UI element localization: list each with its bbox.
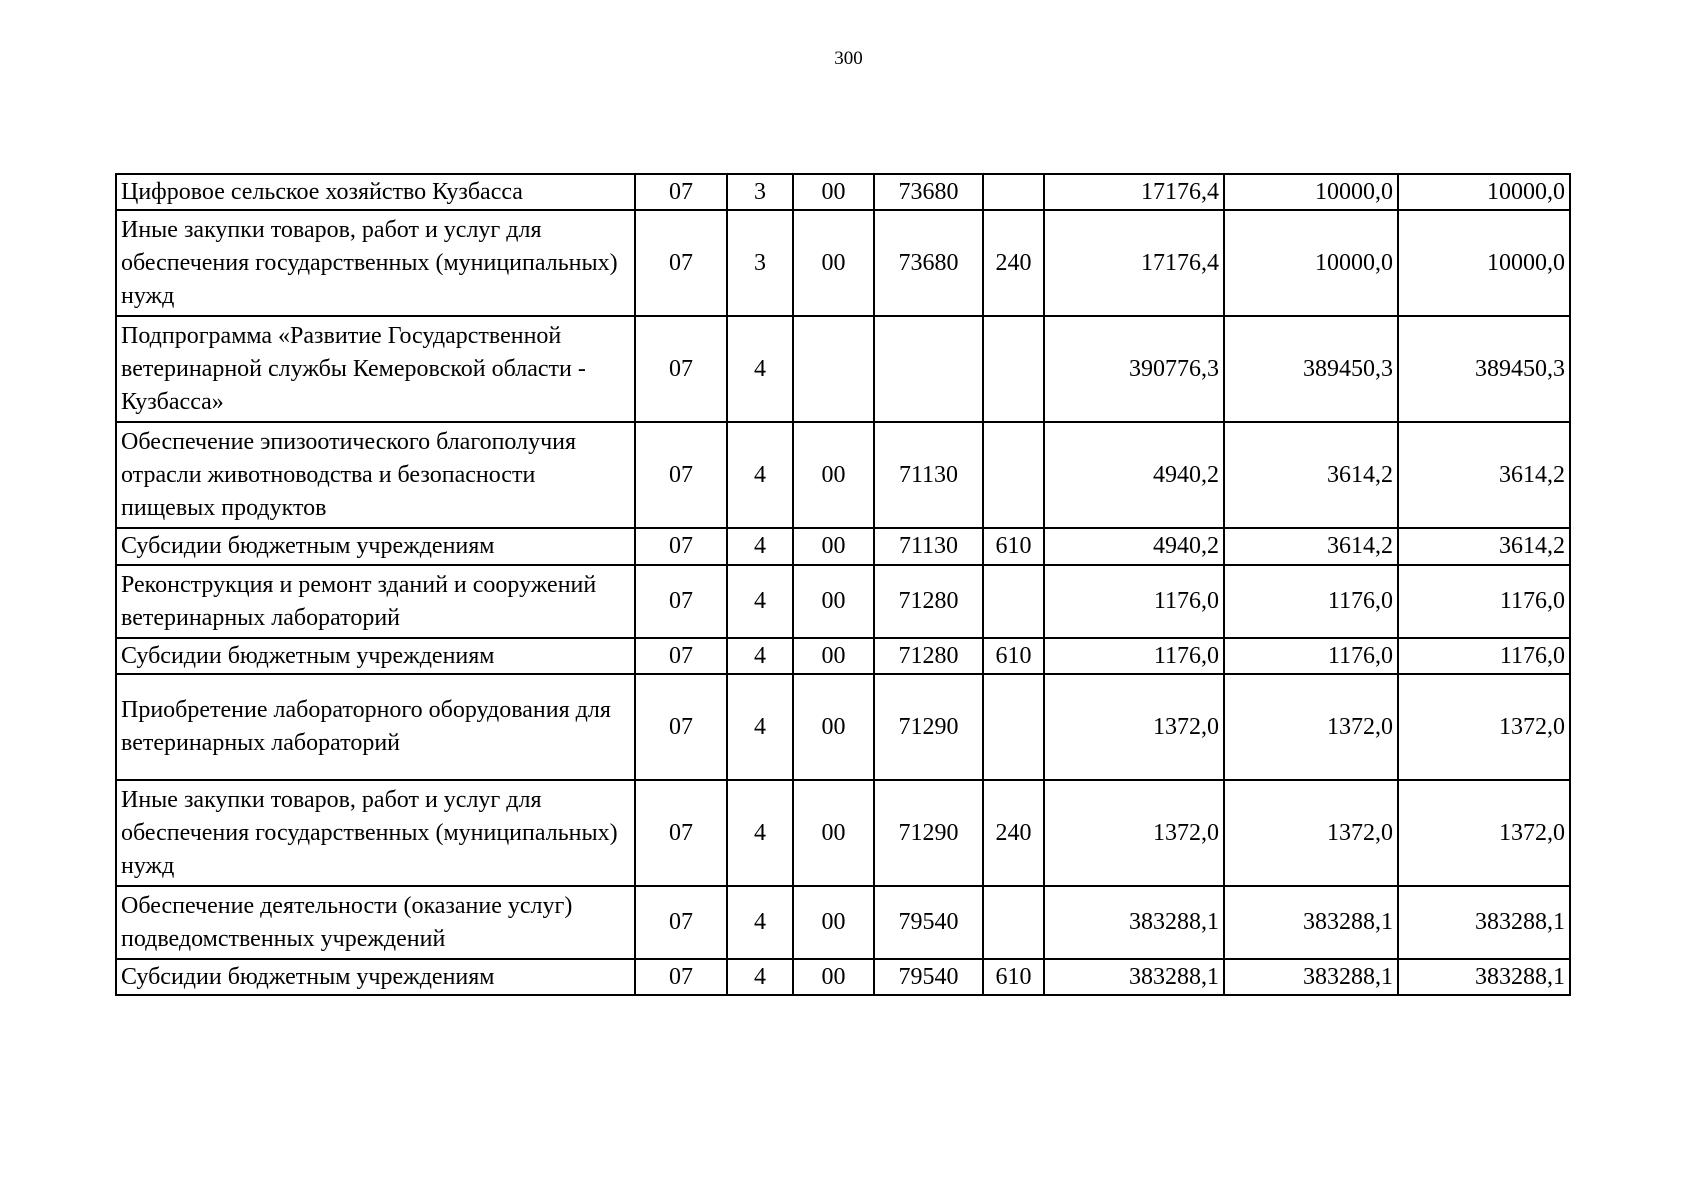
row-name: Иные закупки товаров, работ и услуг для обеспечения государственных (муниципальных) нужд	[116, 780, 635, 886]
row-name: Реконструкция и ремонт зданий и сооружений ветеринарных лабораторий	[116, 565, 635, 638]
amount-year-3: 1176,0	[1398, 638, 1570, 674]
amount-year-2: 3614,2	[1224, 422, 1398, 528]
amount-year-2: 1372,0	[1224, 780, 1398, 886]
amount-year-2: 389450,3	[1224, 316, 1398, 422]
amount-year-2: 10000,0	[1224, 174, 1398, 210]
code-subsection: 4	[727, 316, 793, 422]
amount-year-1: 1176,0	[1044, 638, 1224, 674]
code-section: 07	[635, 316, 727, 422]
code-expense-type: 610	[983, 528, 1044, 565]
row-name: Обеспечение эпизоотического благополучия отрасли животноводства и безопасности пищевых продуктов	[116, 422, 635, 528]
amount-year-3: 1372,0	[1398, 674, 1570, 780]
row-name: Субсидии бюджетным учреждениям	[116, 959, 635, 995]
code-program: 00	[793, 674, 874, 780]
amount-year-3: 1372,0	[1398, 780, 1570, 886]
amount-year-2: 3614,2	[1224, 528, 1398, 565]
row-name: Подпрограмма «Развитие Государственной ветеринарной службы Кемеровской области - Кузбасса»	[116, 316, 635, 422]
amount-year-2: 383288,1	[1224, 886, 1398, 959]
table-row	[116, 959, 1570, 995]
amount-year-2: 1176,0	[1224, 565, 1398, 638]
code-section: 07	[635, 174, 727, 210]
table-row	[116, 638, 1570, 674]
amount-year-1: 1372,0	[1044, 674, 1224, 780]
table-row	[116, 528, 1570, 565]
amount-year-1: 17176,4	[1044, 210, 1224, 316]
code-item: 73680	[874, 210, 983, 316]
table-row	[116, 174, 1570, 210]
code-item: 71290	[874, 674, 983, 780]
code-expense-type	[983, 174, 1044, 210]
code-expense-type	[983, 565, 1044, 638]
amount-year-1: 383288,1	[1044, 959, 1224, 995]
code-expense-type	[983, 674, 1044, 780]
code-subsection: 4	[727, 959, 793, 995]
code-section: 07	[635, 422, 727, 528]
code-item: 71130	[874, 528, 983, 565]
code-subsection: 4	[727, 674, 793, 780]
amount-year-1: 1176,0	[1044, 565, 1224, 638]
code-section: 07	[635, 210, 727, 316]
budget-table	[115, 173, 1571, 996]
code-program: 00	[793, 210, 874, 316]
code-item: 71290	[874, 780, 983, 886]
code-section: 07	[635, 780, 727, 886]
amount-year-1: 4940,2	[1044, 422, 1224, 528]
amount-year-3: 3614,2	[1398, 422, 1570, 528]
table-row	[116, 210, 1570, 316]
code-expense-type: 610	[983, 959, 1044, 995]
row-name: Обеспечение деятельности (оказание услуг) подведомственных учреждений	[116, 886, 635, 959]
code-section: 07	[635, 638, 727, 674]
code-subsection: 4	[727, 886, 793, 959]
code-program: 00	[793, 174, 874, 210]
code-subsection: 4	[727, 565, 793, 638]
code-expense-type: 240	[983, 780, 1044, 886]
code-item: 71280	[874, 638, 983, 674]
table-row	[116, 886, 1570, 959]
code-item: 71280	[874, 565, 983, 638]
code-program: 00	[793, 528, 874, 565]
amount-year-1: 4940,2	[1044, 528, 1224, 565]
amount-year-1: 390776,3	[1044, 316, 1224, 422]
amount-year-1: 383288,1	[1044, 886, 1224, 959]
code-item	[874, 316, 983, 422]
code-subsection: 4	[727, 528, 793, 565]
code-program: 00	[793, 565, 874, 638]
page-number: 300	[834, 48, 863, 69]
code-program	[793, 316, 874, 422]
code-expense-type	[983, 316, 1044, 422]
code-item: 79540	[874, 886, 983, 959]
amount-year-3: 3614,2	[1398, 528, 1570, 565]
code-item: 73680	[874, 174, 983, 210]
code-program: 00	[793, 886, 874, 959]
code-section: 07	[635, 565, 727, 638]
row-name: Цифровое сельское хозяйство Кузбасса	[116, 174, 635, 210]
row-name: Субсидии бюджетным учреждениям	[116, 528, 635, 565]
table-row	[116, 422, 1570, 528]
code-subsection: 3	[727, 174, 793, 210]
code-subsection: 4	[727, 780, 793, 886]
amount-year-3: 383288,1	[1398, 959, 1570, 995]
code-section: 07	[635, 959, 727, 995]
code-program: 00	[793, 959, 874, 995]
row-name: Приобретение лабораторного оборудования для ветеринарных лабораторий	[116, 674, 635, 780]
amount-year-3: 10000,0	[1398, 210, 1570, 316]
amount-year-3: 389450,3	[1398, 316, 1570, 422]
amount-year-1: 1372,0	[1044, 780, 1224, 886]
code-expense-type: 240	[983, 210, 1044, 316]
code-expense-type	[983, 886, 1044, 959]
code-item: 71130	[874, 422, 983, 528]
row-name: Субсидии бюджетным учреждениям	[116, 638, 635, 674]
code-section: 07	[635, 886, 727, 959]
code-program: 00	[793, 780, 874, 886]
code-subsection: 4	[727, 638, 793, 674]
amount-year-3: 1176,0	[1398, 565, 1570, 638]
amount-year-2: 10000,0	[1224, 210, 1398, 316]
amount-year-3: 10000,0	[1398, 174, 1570, 210]
code-section: 07	[635, 528, 727, 565]
amount-year-2: 1176,0	[1224, 638, 1398, 674]
amount-year-1: 17176,4	[1044, 174, 1224, 210]
code-section: 07	[635, 674, 727, 780]
code-subsection: 4	[727, 422, 793, 528]
amount-year-2: 383288,1	[1224, 959, 1398, 995]
table-row	[116, 780, 1570, 886]
code-subsection: 3	[727, 210, 793, 316]
table-row	[116, 674, 1570, 780]
code-program: 00	[793, 638, 874, 674]
code-expense-type	[983, 422, 1044, 528]
code-expense-type: 610	[983, 638, 1044, 674]
code-item: 79540	[874, 959, 983, 995]
amount-year-3: 383288,1	[1398, 886, 1570, 959]
code-program: 00	[793, 422, 874, 528]
row-name: Иные закупки товаров, работ и услуг для обеспечения государственных (муниципальных) нужд	[116, 210, 635, 316]
amount-year-2: 1372,0	[1224, 674, 1398, 780]
table-row	[116, 565, 1570, 638]
table-row	[116, 316, 1570, 422]
